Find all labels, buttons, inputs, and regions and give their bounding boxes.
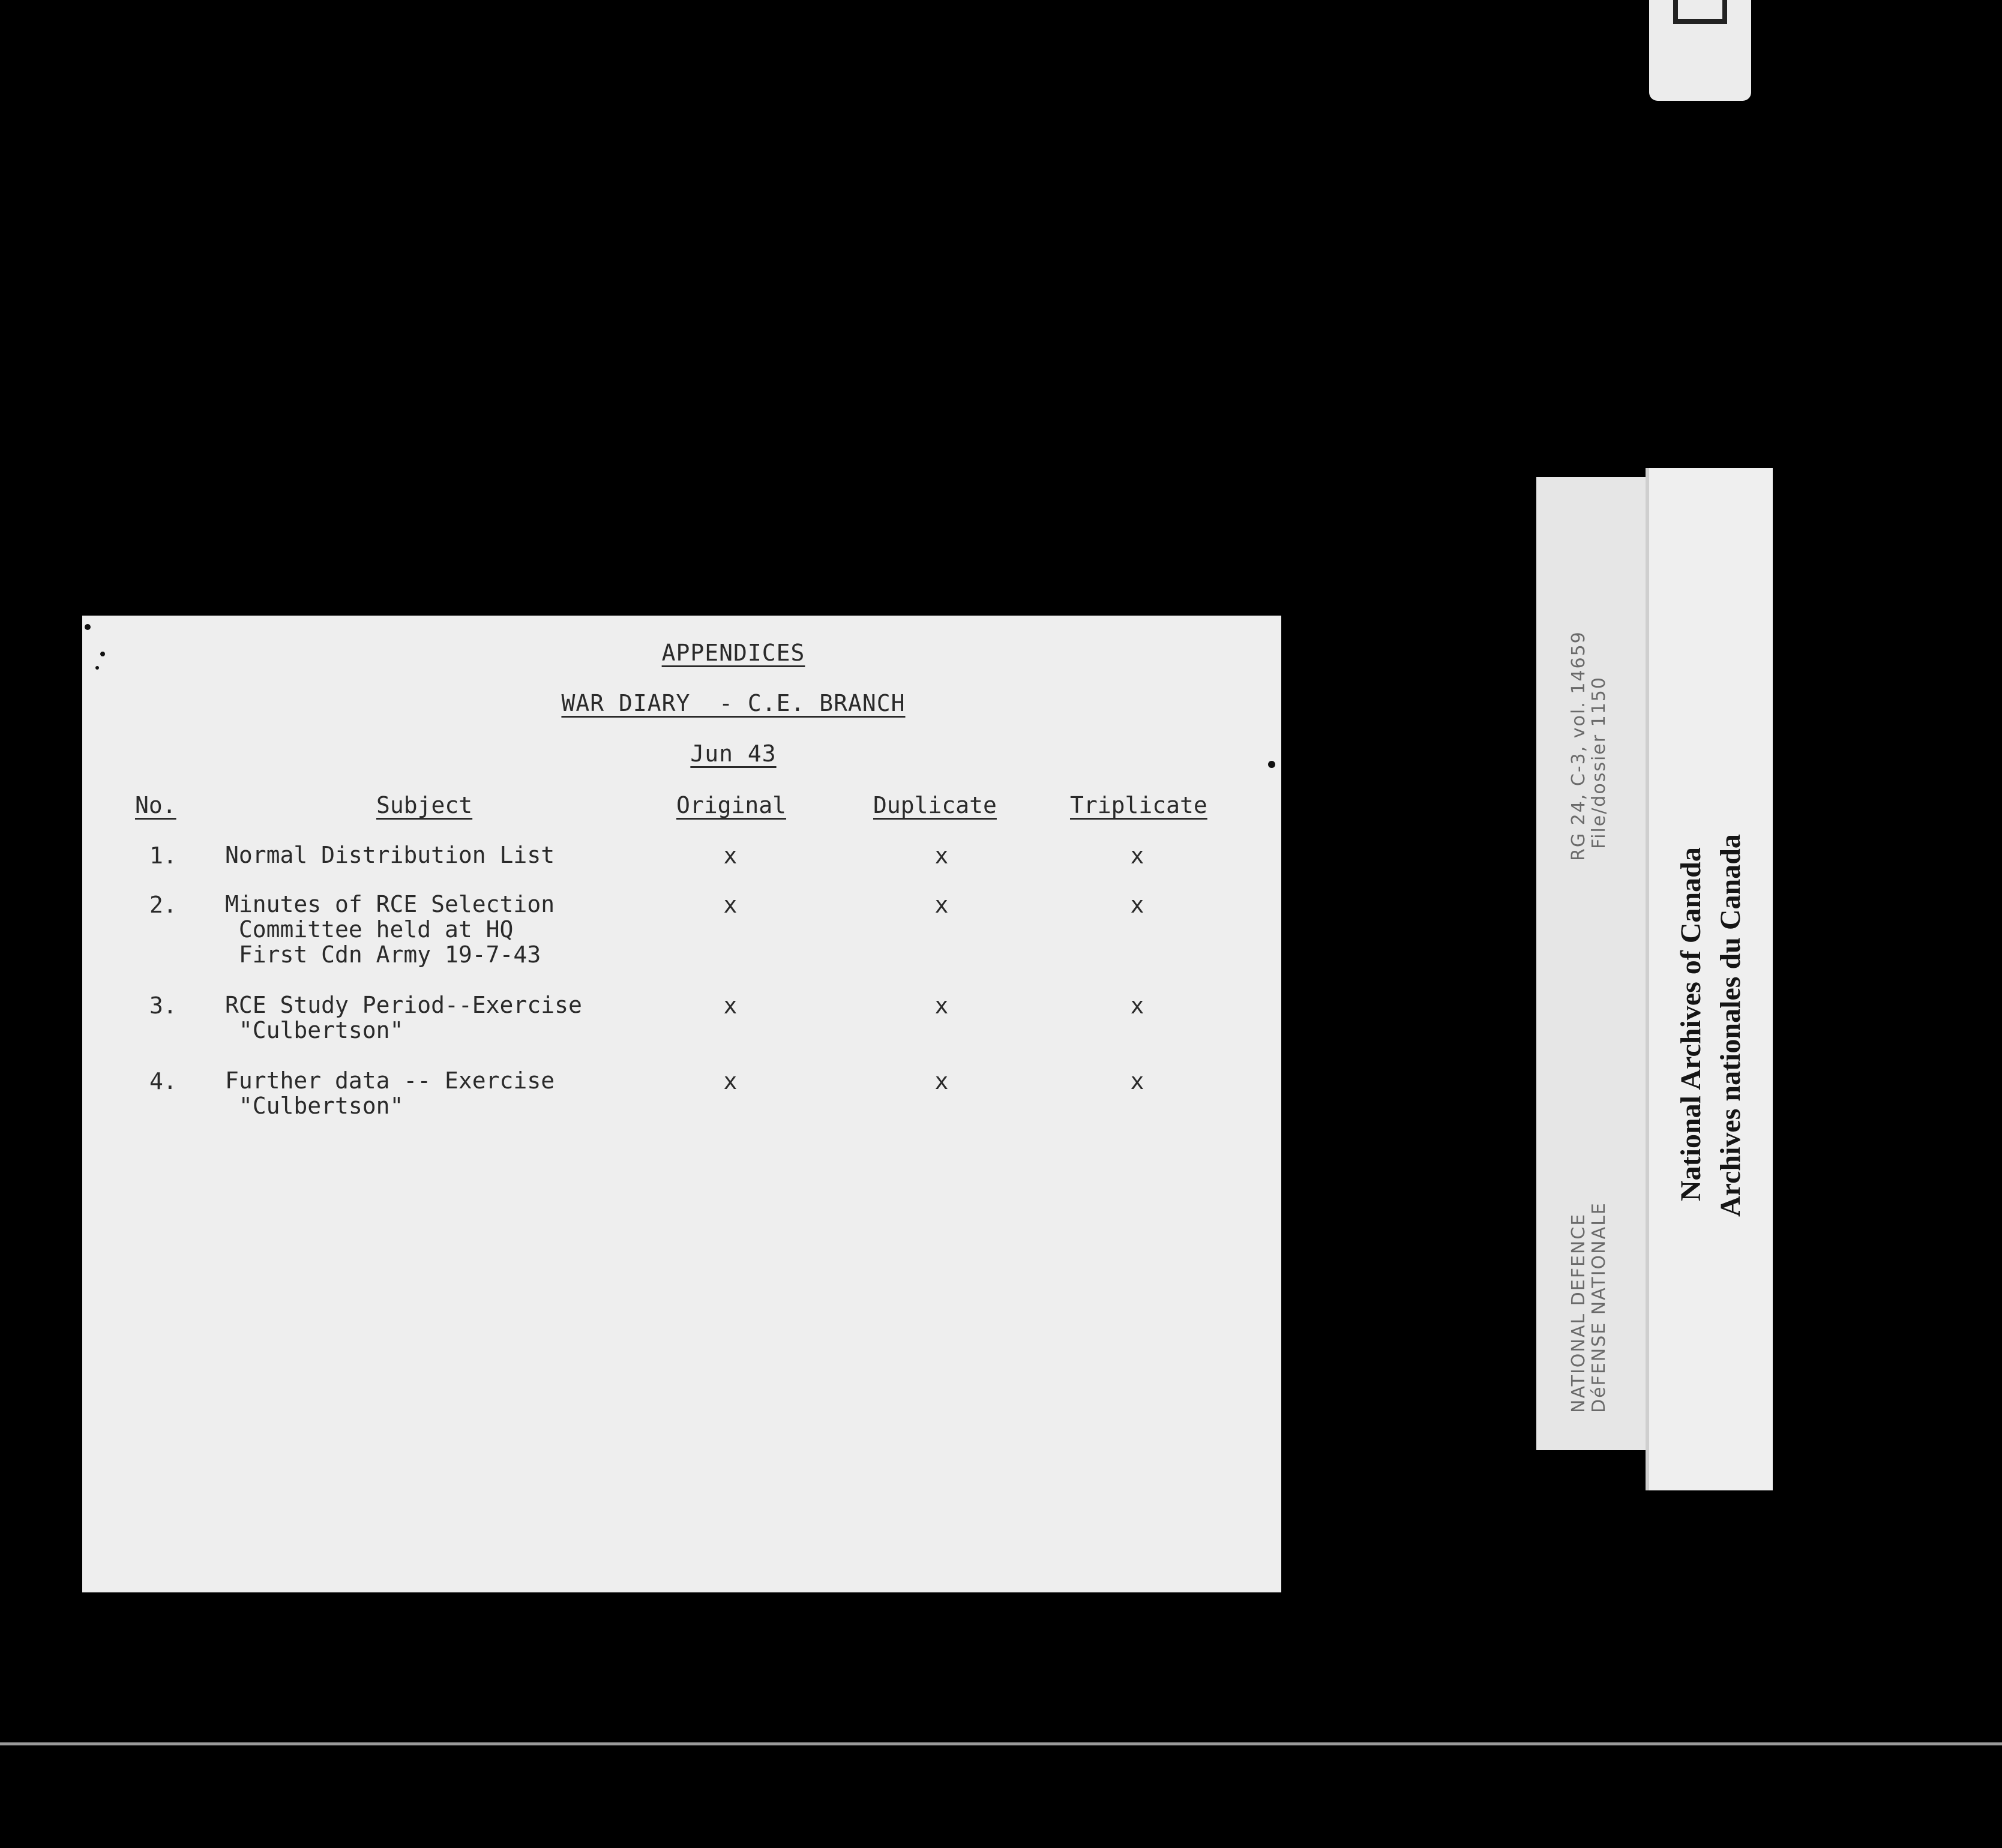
triplicate-mark: x <box>1130 842 1144 869</box>
department-line-2: DéFENSE NATIONALE <box>1589 1202 1610 1413</box>
row-subject: Further data -- Exercise "Culbertson" <box>225 1067 555 1119</box>
speck <box>95 666 99 670</box>
row-subject: Normal Distribution List <box>225 842 555 868</box>
original-mark: x <box>723 892 738 918</box>
speck <box>100 652 105 656</box>
duplicate-mark: x <box>934 992 949 1019</box>
row-number: 2. <box>149 892 177 918</box>
archive-label <box>1649 468 1773 1490</box>
original-mark: x <box>723 1068 738 1094</box>
column-header-original: Original <box>676 792 787 818</box>
document-period: Jun 43 <box>690 740 777 767</box>
bottom-divider <box>0 1742 2002 1745</box>
speck <box>85 624 91 630</box>
archive-name-french: Archives nationales du Canada <box>1715 834 1746 1217</box>
reference-line-2: File/dossier 1150 <box>1589 676 1610 849</box>
row-subject: RCE Study Period--Exercise "Culbertson" <box>225 992 582 1043</box>
document-subtitle: WAR DIARY - C.E. BRANCH <box>561 690 906 716</box>
document-card <box>82 616 1281 1592</box>
film-tab <box>1649 0 1751 101</box>
tab-mark <box>1673 0 1727 24</box>
row-number: 4. <box>149 1068 177 1094</box>
original-mark: x <box>723 842 738 869</box>
row-number: 3. <box>149 992 177 1019</box>
duplicate-mark: x <box>934 1068 949 1094</box>
archive-name-english: National Archives of Canada <box>1675 847 1707 1201</box>
original-mark: x <box>723 992 738 1019</box>
column-header-no: No. <box>135 792 176 818</box>
column-header-subject: Subject <box>376 792 473 818</box>
triplicate-mark: x <box>1130 992 1144 1019</box>
triplicate-mark: x <box>1130 1068 1144 1094</box>
department-line-1: NATIONAL DEFENCE <box>1568 1213 1589 1413</box>
row-subject: Minutes of RCE Selection Committee held at HQ First Cdn Army 19-7-43 <box>225 891 555 968</box>
row-number: 1. <box>149 842 177 869</box>
column-header-duplicate: Duplicate <box>873 792 997 818</box>
reference-line-1: RG 24, C-3, vol. 14659 <box>1568 631 1589 861</box>
column-header-triplicate: Triplicate <box>1070 792 1207 818</box>
duplicate-mark: x <box>934 842 949 869</box>
document-title: APPENDICES <box>661 640 805 666</box>
triplicate-mark: x <box>1130 892 1144 918</box>
duplicate-mark: x <box>934 892 949 918</box>
